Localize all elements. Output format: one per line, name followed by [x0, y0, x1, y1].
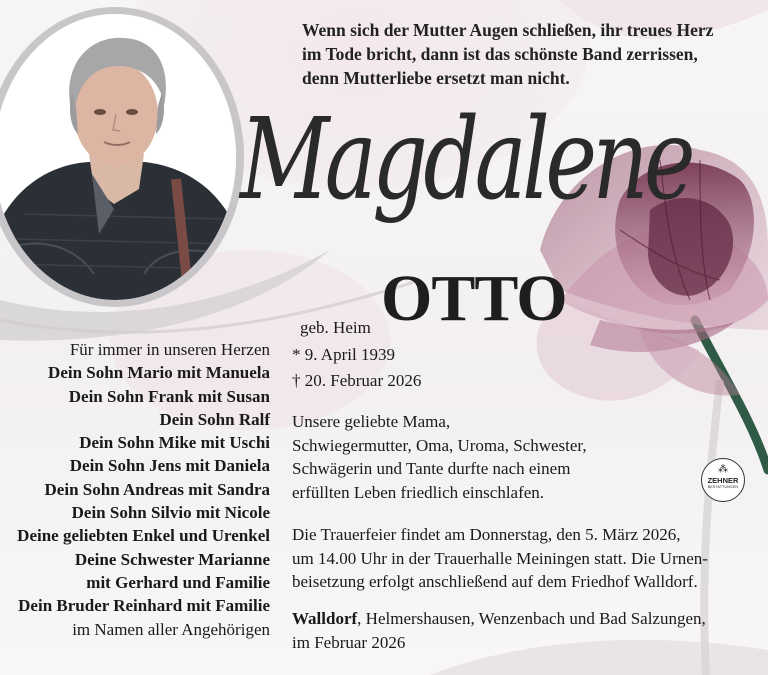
memorial-quote — [302, 18, 722, 90]
announcement-text — [292, 410, 587, 504]
family-member: Deine Schwester Marianne — [74, 549, 270, 569]
fan-icon: ⁂ — [718, 464, 728, 475]
life-dates — [292, 342, 421, 394]
family-outro: im Namen aller Angehörigen — [72, 619, 270, 639]
funeral-line: um 14.00 Uhr in der Trauerhalle Meiningen statt. Die Urnen- — [292, 548, 708, 568]
family-member: Dein Sohn Mario mit Manuela — [48, 363, 270, 383]
logo-subtitle: BESTATTUNGEN — [707, 485, 739, 489]
first-name: Magdalene — [240, 95, 691, 225]
announcement-line: Unsere geliebte Mama, — [292, 412, 451, 431]
place-town: Walldorf — [292, 609, 358, 628]
last-name: OTTO — [381, 262, 567, 335]
quote-line: Wenn sich der Mutter Augen schließen, ihr treues Herz — [302, 20, 714, 40]
quote-line: im Tode bricht, dann ist das schönste Band zerrissen, — [302, 44, 698, 64]
funeral-info — [292, 523, 708, 594]
place-rest: , Helmershausen, Wenzenbach und Bad Salzungen, — [357, 609, 706, 628]
family-member: Dein Sohn Andreas mit Sandra — [44, 479, 270, 499]
death-date: † 20. Februar 2026 — [292, 371, 422, 390]
funeral-line: beisetzung erfolgt anschließend auf dem Friedhof Walldorf. — [292, 572, 698, 591]
birth-date: * 9. April 1939 — [292, 345, 395, 364]
family-member: Deine geliebten Enkel und Urenkel — [17, 526, 270, 546]
funeral-home-logo — [701, 458, 745, 502]
birth-name: geb. Heim — [300, 318, 371, 337]
family-member: Dein Sohn Frank mit Susan — [68, 386, 270, 406]
announcement-line: erfüllten Leben friedlich einschlafen. — [292, 482, 545, 502]
family-member: Dein Sohn Mike mit Uschi — [79, 433, 270, 453]
family-member: Dein Sohn Silvio mit Nicole — [71, 503, 270, 523]
funeral-line: Die Trauerfeier findet am Donnerstag, den 5. März 2026, — [292, 525, 681, 544]
quote-line: denn Mutterliebe ersetzt man nicht. — [302, 68, 570, 88]
family-member: Dein Bruder Reinhard mit Familie — [18, 596, 270, 616]
announcement-line: Schwiegermutter, Oma, Uroma, Schwester, — [292, 435, 587, 455]
portrait-photo — [0, 14, 236, 300]
family-list — [17, 338, 270, 641]
logo-name: ZEHNER — [707, 476, 739, 485]
family-member: Dein Sohn Ralf — [159, 409, 270, 429]
family-member: Dein Sohn Jens mit Daniela — [69, 456, 270, 476]
places-line — [292, 607, 706, 631]
place-and-date — [292, 607, 706, 654]
notice-date: im Februar 2026 — [292, 632, 406, 652]
announcement-line: Schwägerin und Tante durfte nach einem — [292, 459, 571, 478]
family-member: mit Gerhard und Familie — [86, 572, 270, 592]
family-intro: Für immer in unseren Herzen — [69, 340, 270, 359]
